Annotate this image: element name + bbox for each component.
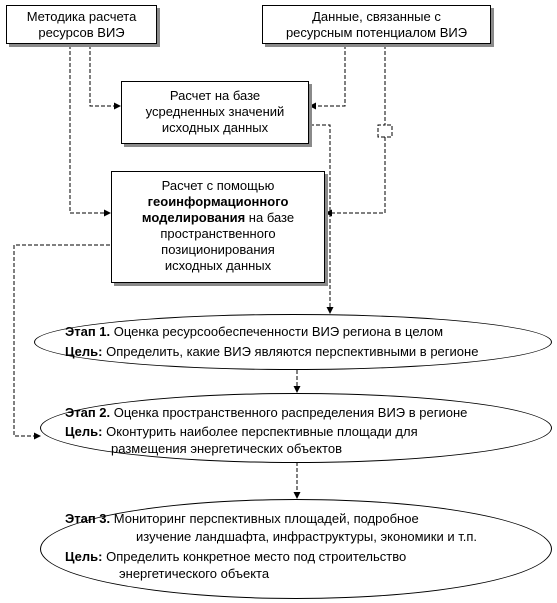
stage3-ellipse: [40, 499, 552, 599]
stage2-goal-label: Цель:: [65, 424, 103, 439]
stage2-goal-line-2: размещения энергетических объектов: [111, 441, 342, 456]
stage3-title: [65, 511, 419, 526]
geo-line-6: исходных данных: [164, 258, 272, 273]
stage3-text: Мониторинг перспективных площадей, подробное: [110, 511, 419, 526]
average-line-1: Расчет на базе: [169, 88, 261, 103]
stage1-label: Этап 1.: [65, 324, 111, 339]
data-line-2: ресурсным потенциалом ВИЭ: [285, 25, 468, 40]
stage2-goal-text: Оконтурить наиболее перспективные площади для: [102, 424, 418, 439]
stage2-goal: [65, 424, 418, 439]
stage3-title-line-2: изучение ландшафта, инфраструктуры, экономики и т.п.: [136, 529, 478, 544]
stage2-label: Этап 2.: [65, 405, 111, 420]
stage3-goal: [65, 549, 406, 564]
geo-line-1: Расчет с помощью: [161, 178, 275, 193]
method-to-average-connector: [90, 45, 120, 106]
average-line-3: исходных данных: [161, 120, 269, 135]
stage3-goal-text: Определить конкретное место под строительство: [102, 549, 407, 564]
stage1-ellipse: [34, 314, 552, 370]
data-to-geo-connector: [326, 45, 392, 213]
stage1-goal-text: Определить, какие ВИЭ являются перспективными в регионе: [102, 344, 479, 359]
stage2-text: Оценка пространственного распределения ВИЭ в регионе: [110, 405, 468, 420]
method-line-1: Методика расчета: [26, 9, 137, 24]
average-line-2: усредненных значений: [145, 104, 285, 119]
average-box: [121, 81, 309, 144]
geo-line-2: геоинформационного: [147, 194, 289, 209]
geo-line-3-tail: на базе: [245, 210, 295, 225]
geo-line-3: [112, 210, 324, 226]
stage1-goal: [65, 344, 478, 359]
method-line-2: ресурсов ВИЭ: [38, 25, 125, 40]
stage3-goal-line-2: энергетического объекта: [119, 566, 270, 581]
geo-line-5: позиционирования: [161, 242, 275, 257]
stage1-text: Оценка ресурсообеспеченности ВИЭ региона в целом: [110, 324, 444, 339]
stage3-goal-label: Цель:: [65, 549, 103, 564]
stage2-title: [65, 405, 467, 420]
data-to-average-connector: [310, 45, 345, 106]
stage1-goal-label: Цель:: [65, 344, 103, 359]
geo-line-3-bold: моделирования: [141, 210, 246, 225]
geo-box: [111, 171, 325, 283]
geo-line-4: пространственного: [160, 226, 276, 241]
data-box: [262, 5, 491, 44]
data-line-1: Данные, связанные с: [312, 9, 441, 24]
method-box: [6, 5, 157, 44]
stage3-label: Этап 3.: [65, 511, 111, 526]
stage2-ellipse: [40, 393, 552, 463]
stage1-title: [65, 324, 443, 339]
